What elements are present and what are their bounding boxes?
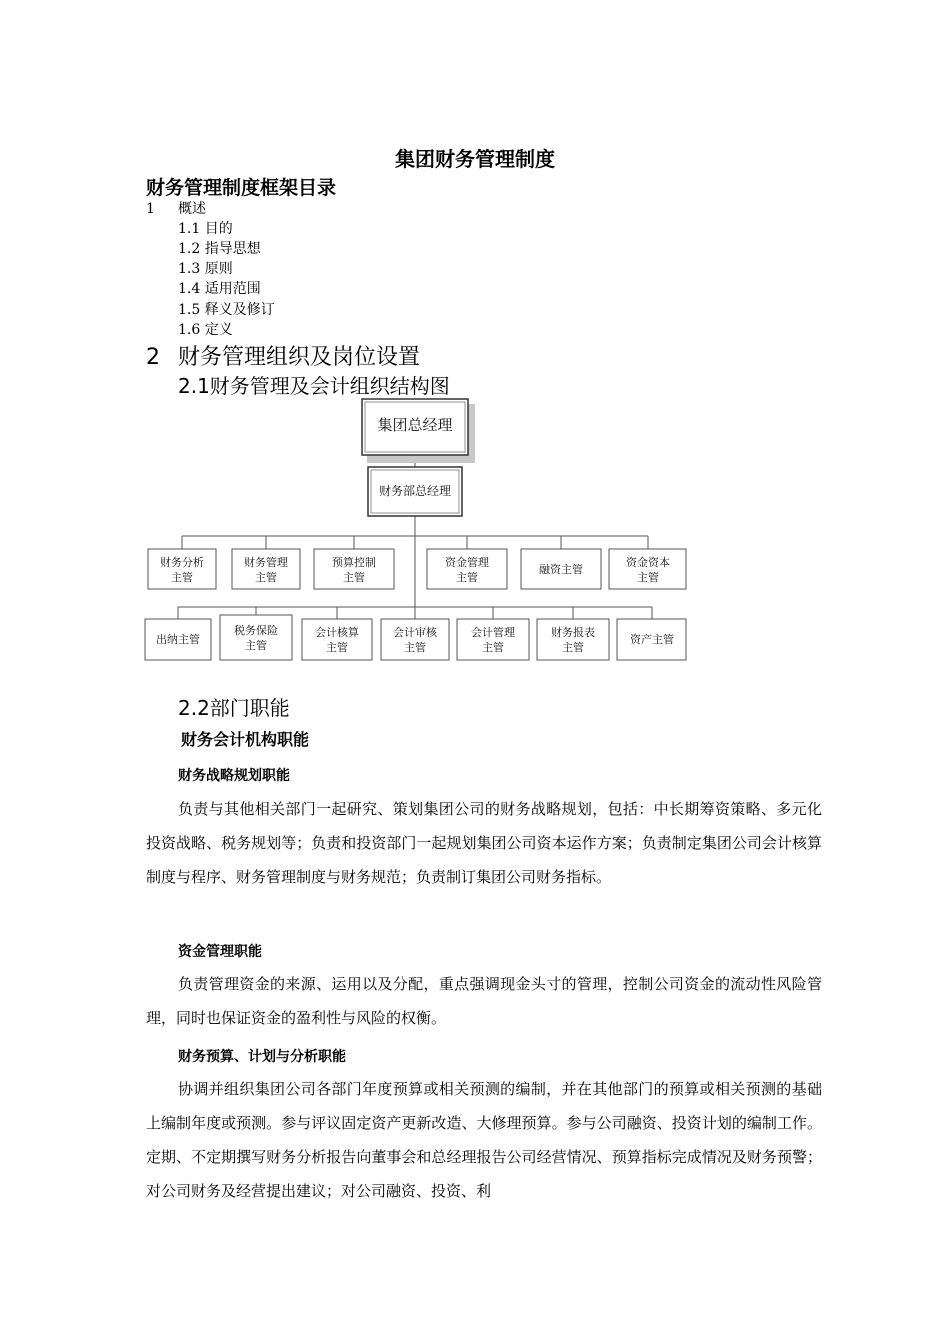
toc-item: 1.1 目的 xyxy=(178,221,233,237)
org-box-label: 主管 xyxy=(562,641,584,654)
org-box-label: 会计审核 xyxy=(393,626,437,639)
org-row-2 xyxy=(145,615,686,660)
org-box-label: 资产主管 xyxy=(630,633,674,646)
function-text-strategy: 负责与其他相关部门一起研究、策划集团公司的财务战略规划，包括：中长期筹资策略、多元化投资战略、税务规划等；负责和投资部门一起规划集团公司资本运作方案；负责制定集团公司会计核算制度与程序、财务管理制度与财务规范；负责制订集团公司财务指标。 xyxy=(146,800,822,886)
toc-chapter-1-label: 概述 xyxy=(178,201,206,217)
toc-item: 1.5 释义及修订 xyxy=(178,302,275,318)
toc-item: 1.2 指导思想 xyxy=(178,241,261,257)
section-2-2-heading: 2.2部门职能 xyxy=(178,696,290,720)
toc-item: 1.6 定义 xyxy=(178,322,233,338)
org-box-label: 财务管理 xyxy=(244,556,288,569)
function-text-funds: 负责管理资金的来源、运用以及分配，重点强调现金头寸的管理，控制公司资金的流动性风险管理，同时也保证资金的盈利性与风险的权衡。 xyxy=(146,975,822,1027)
section-2-1-heading: 2.1财务管理及会计组织结构图 xyxy=(178,374,450,398)
org-box-label: 主管 xyxy=(326,641,348,654)
org-box xyxy=(220,615,292,660)
section-2-number: 2 xyxy=(146,345,160,370)
org-box-label: 财务分析 xyxy=(160,556,204,569)
org-row-1 xyxy=(148,549,686,589)
org-box-label: 会计核算 xyxy=(315,626,359,639)
org-box-label: 出纳主管 xyxy=(156,633,200,646)
org-second-label: 财务部总经理 xyxy=(378,484,452,498)
org-box-label: 主管 xyxy=(255,571,277,584)
org-box-label: 融资主管 xyxy=(539,563,583,576)
org-top-label: 集团总经理 xyxy=(377,416,453,434)
toc-chapter-1-number: 1 xyxy=(146,201,155,217)
org-box-label: 主管 xyxy=(245,639,267,652)
org-box-label: 主管 xyxy=(456,571,478,584)
org-box-label: 主管 xyxy=(171,571,193,584)
org-box-label: 主管 xyxy=(404,641,426,654)
org-box-label: 预算控制 xyxy=(332,556,376,569)
function-title-strategy: 财务战略规划职能 xyxy=(178,768,290,784)
function-title-budget: 财务预算、计划与分析职能 xyxy=(178,1049,346,1065)
section-2-label: 财务管理组织及岗位设置 xyxy=(178,345,421,370)
toc-item: 1.4 适用范围 xyxy=(178,281,261,297)
section-accounting-heading: 财务会计机构职能 xyxy=(181,730,310,749)
org-box-label: 主管 xyxy=(482,641,504,654)
function-text-budget: 协调并组织集团公司各部门年度预算或相关预测的编制，并在其他部门的预算或相关预测的基础上编制年度或预测。参与评议固定资产更新改造、大修理预算。参与公司融资、投资计划的编制工作。定期、不定期撰写财务分析报告向董事会和总经理报告公司经营情况、预算指标完成情况及财务预警；对公司财务及经营提出建议；对公司融资、投资、利 xyxy=(146,1080,822,1200)
toc-item: 1.3 原则 xyxy=(178,261,233,277)
org-box-label: 财务报表 xyxy=(551,626,595,639)
document-title: 集团财务管理制度 xyxy=(395,147,555,171)
org-box-label: 会计管理 xyxy=(471,626,515,639)
org-box-label: 主管 xyxy=(637,571,659,584)
org-box-label: 资金管理 xyxy=(445,556,489,569)
org-box-label: 主管 xyxy=(343,571,365,584)
toc-heading: 财务管理制度框架目录 xyxy=(146,177,337,199)
org-box-label: 资金资本 xyxy=(626,556,670,569)
function-title-funds: 资金管理职能 xyxy=(178,944,262,960)
org-box-label: 税务保险 xyxy=(234,624,278,637)
